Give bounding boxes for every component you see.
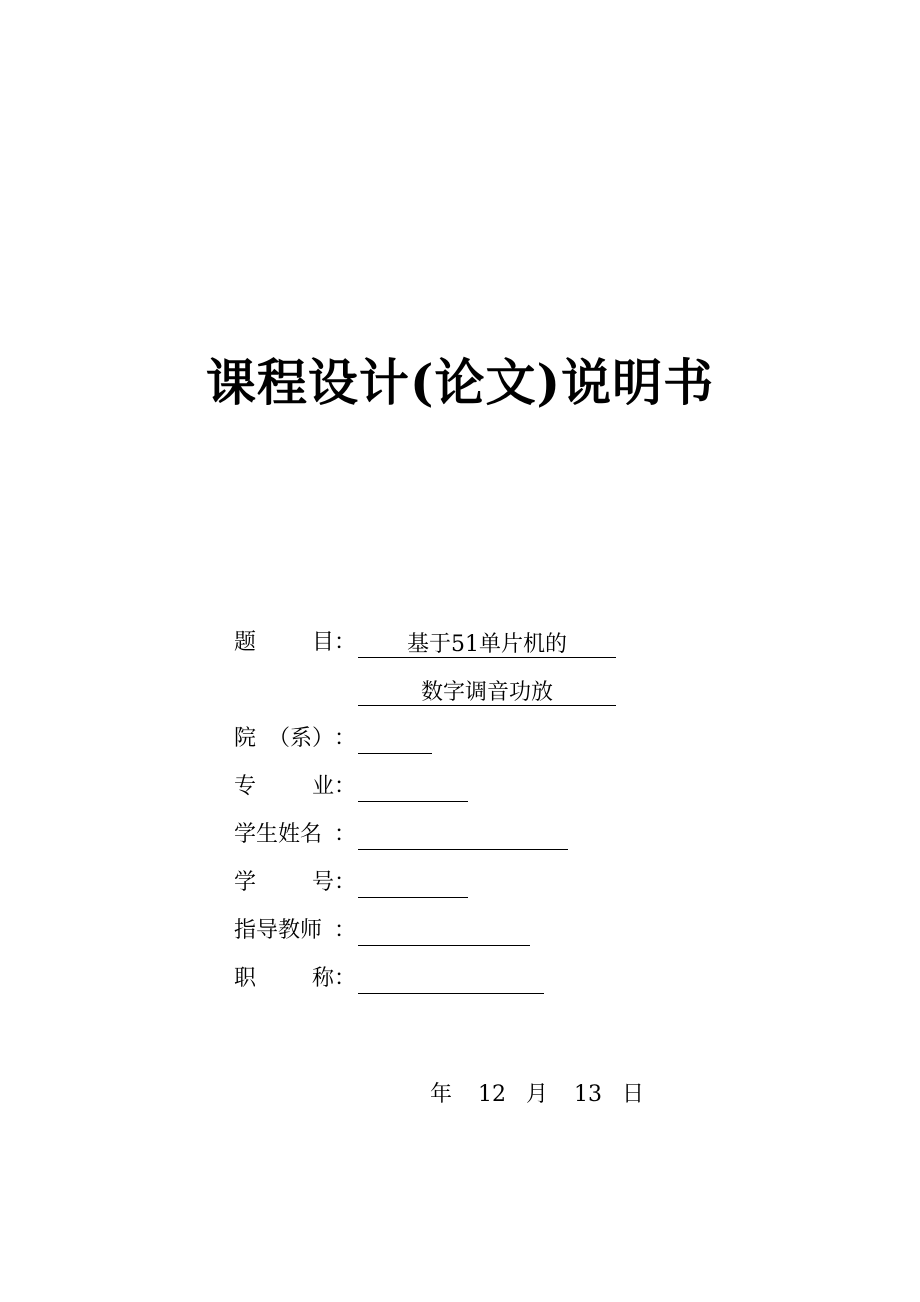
topic-label [234,628,334,658]
form-row-title-rank [234,960,544,994]
department-label-char-2: （系） [267,726,334,751]
date-day-unit: 日 [622,1082,645,1107]
topic-field-line-2[interactable] [358,676,616,706]
title-rank-label-char-2: 称 [311,966,334,991]
major-colon: ： [334,774,357,799]
department-label-char-1: 院 [234,726,257,751]
form-row-student-id [234,864,468,898]
title-rank-field[interactable] [358,964,544,994]
student-name-field[interactable] [358,820,568,850]
student-name-label-text: 学生姓名 [234,822,323,847]
form-row-major [234,768,468,802]
advisor-field[interactable] [358,916,530,946]
form-row-student-name [234,816,568,850]
department-label [234,724,334,754]
department-field[interactable] [358,724,432,754]
department-colon: ： [334,726,357,751]
student-name-label [234,820,334,850]
student-id-label-char-2: 号 [311,870,334,895]
date-year-unit: 年 [430,1082,453,1107]
student-name-colon: ： [334,822,357,847]
major-label-char-2: 业 [311,774,334,799]
topic-colon: ： [334,630,357,655]
major-label-char-1: 专 [234,774,257,799]
date-month-unit: 月 [526,1082,549,1107]
date-line [430,1080,644,1110]
topic-value-line-2: 数字调音功放 [420,680,553,705]
title-rank-label [234,964,334,994]
advisor-label-text: 指导教师 [234,918,323,943]
topic-label-char-2: 目 [311,630,334,655]
advisor-label [234,916,334,946]
topic-value-line-1: 基于51单片机的 [407,632,567,657]
student-id-field[interactable] [358,868,468,898]
student-id-label-char-1: 学 [234,870,257,895]
form-row-topic-continued [234,672,616,706]
form-row-department [234,720,432,754]
advisor-colon: ： [334,918,357,943]
major-field[interactable] [358,772,468,802]
form-row-topic [234,624,616,658]
form-row-advisor [234,912,530,946]
topic-label-char-1: 题 [234,630,257,655]
page-title: 课程设计(论文)说明书 [205,353,715,412]
topic-field-line-1[interactable] [358,628,616,658]
date-month: 12 [478,1082,507,1107]
title-rank-label-char-1: 职 [234,966,257,991]
title-rank-colon: ： [334,966,357,991]
major-label [234,772,334,802]
date-day: 13 [574,1082,603,1107]
student-id-colon: ： [334,870,357,895]
student-id-label [234,868,334,898]
